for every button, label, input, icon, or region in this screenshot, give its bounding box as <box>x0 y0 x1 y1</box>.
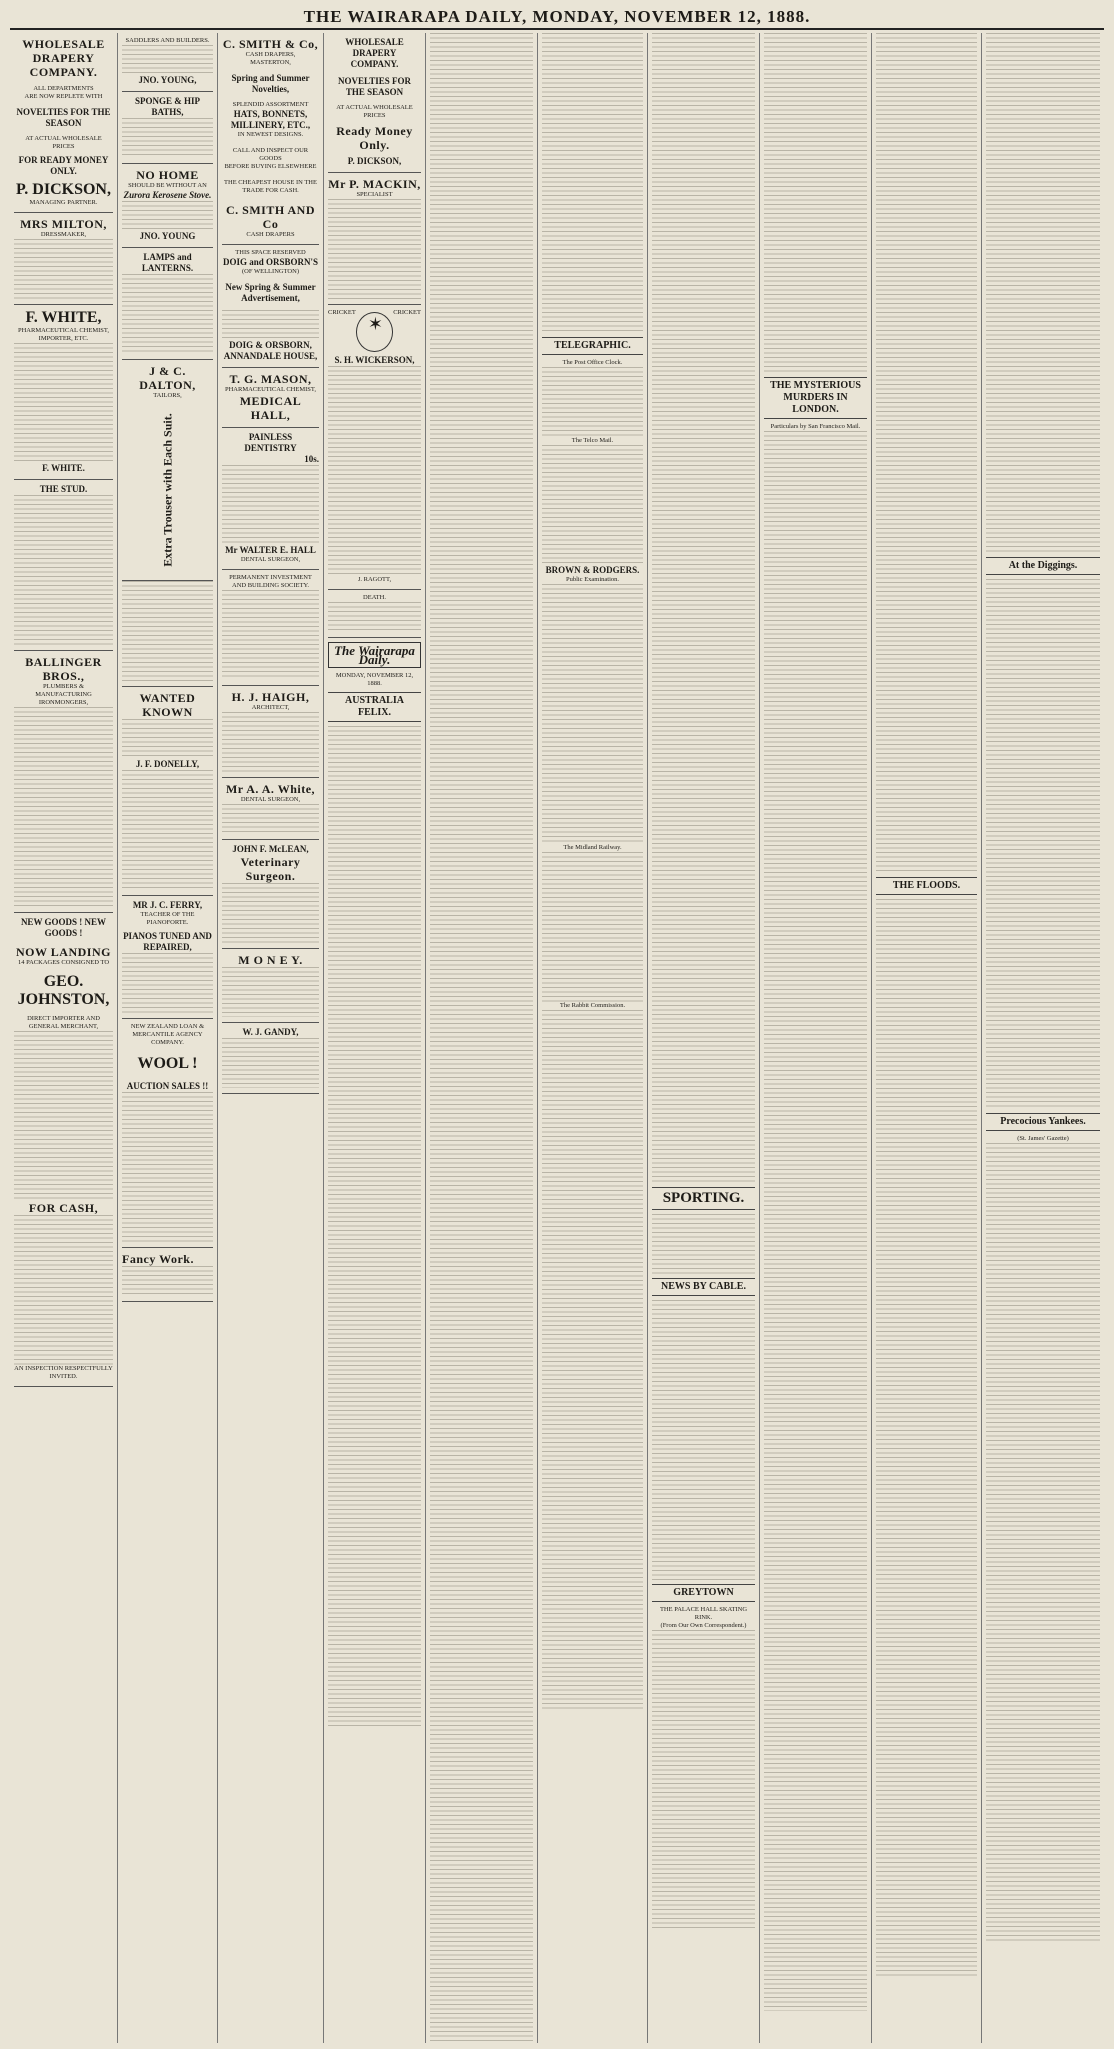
sub-heading: The Rabbit Commission. <box>559 1002 626 1009</box>
article-body <box>986 33 1100 553</box>
ad-name: S. H. WICKERSON, <box>334 355 415 365</box>
ad-line: COMPANY. <box>29 65 98 79</box>
mason-ad <box>222 368 319 428</box>
ad-name: Mr A. A. White, <box>225 782 316 796</box>
ad-line: DRAPERY <box>352 48 397 58</box>
ad-name: JNO. YOUNG <box>139 231 196 241</box>
article-body <box>542 584 643 844</box>
ad-line: NOVELTIES FOR THE SEASON <box>338 76 411 97</box>
body-text <box>122 770 213 890</box>
ad-line: DRAPERY <box>32 51 95 65</box>
ad-name: T. G. MASON, <box>229 372 312 386</box>
vertical-banner <box>122 400 213 581</box>
building-society-ad <box>222 570 319 686</box>
ad-name: JOHN F. McLEAN, <box>232 844 309 854</box>
ad-name: H. J. HAIGH, <box>231 690 310 704</box>
wdc-box-ad <box>328 33 421 173</box>
ad-role: PHARMACEUTICAL CHEMIST, <box>224 386 316 393</box>
wanted-ad <box>122 687 213 896</box>
ad-line: WHOLESALE <box>22 37 105 51</box>
body-text <box>122 45 213 75</box>
ad-line: FOR READY MONEY ONLY. <box>18 155 109 176</box>
stud-notice <box>14 480 113 651</box>
ad-name: BALLINGER BROS., <box>25 655 102 683</box>
ad-line: New Spring & Summer Advertisement, <box>225 282 316 303</box>
body-text <box>222 967 319 1017</box>
body-text <box>222 1038 319 1088</box>
article-body <box>652 1300 755 1580</box>
ad-line: WHOLESALE <box>345 37 404 47</box>
ad-role: MANAGING PARTNER. <box>29 199 98 206</box>
ad-name: Mr WALTER E. HALL <box>225 545 316 555</box>
column-8 <box>760 33 872 2043</box>
ad-line: Ready Money Only. <box>336 124 413 152</box>
body-text <box>14 343 113 463</box>
ad-name: J & C. DALTON, <box>139 364 196 392</box>
ad-line: CALL AND INSPECT OUR GOODS <box>232 147 309 162</box>
sub-heading: (From Our Own Correspondent.) <box>660 1622 747 1629</box>
ad-line: WOOL ! <box>137 1055 198 1072</box>
ad-role: ARCHITECT, <box>251 704 290 711</box>
ad-line: ANNANDALE HOUSE, <box>223 351 318 361</box>
ad-role: SPECIALIST <box>356 191 393 198</box>
body-text <box>14 1031 113 1201</box>
ad-role: CASH DRAPERS, <box>245 51 296 58</box>
white-chemist-ad <box>14 305 113 480</box>
column-5 <box>426 33 538 2043</box>
loan-agency-ad <box>122 1019 213 1248</box>
ad-role: PLUMBERS & MANUFACTURING IRONMONGERS, <box>35 683 92 706</box>
ad-line: SADDLERS AND BUILDERS. <box>125 37 210 44</box>
article-body <box>986 579 1100 1109</box>
vertical-banner-text: Extra Trouser with Each Suit. <box>160 413 174 567</box>
article-body <box>652 33 755 1183</box>
section-heading: NEWS BY CABLE. <box>652 1278 755 1296</box>
doig-ad <box>222 245 319 368</box>
column-6 <box>538 33 648 2043</box>
johnston-ad <box>14 913 113 1387</box>
section-heading: Precocious Yankees. <box>986 1113 1100 1131</box>
ad-role: PHARMACEUTICAL CHEMIST, IMPORTER, ETC. <box>17 327 109 342</box>
article-body <box>652 1214 755 1274</box>
ad-name: F. WHITE, <box>25 309 102 326</box>
ad-line: Spring and Summer Novelties, <box>231 73 310 94</box>
cricket-ad <box>328 305 421 590</box>
paper-nameplate <box>328 642 421 668</box>
ad-line: LAMPS and LANTERNS. <box>141 252 194 273</box>
section-heading: THE FLOODS. <box>876 877 977 895</box>
ad-line: NOW LANDING <box>16 945 111 959</box>
wholesale-drapery-ad <box>14 33 113 213</box>
section-heading: TELEGRAPHIC. <box>542 337 643 355</box>
ad-line: PAINLESS DENTISTRY <box>244 432 297 453</box>
ad-line: 14 PACKAGES CONSIGNED TO <box>17 959 110 966</box>
ad-location: MASTERTON, <box>250 59 291 66</box>
article-body <box>542 33 643 333</box>
sub-heading: The Post Office Clock. <box>562 359 623 366</box>
body-text <box>222 465 319 545</box>
ad-line: WANTED KNOWN <box>139 691 196 719</box>
body-text <box>14 707 113 907</box>
ad-line: AT ACTUAL WHOLESALE PRICES <box>25 135 102 150</box>
mackin-ad <box>328 173 421 305</box>
ad-line: THIS SPACE RESERVED <box>235 249 306 256</box>
body-text <box>122 1266 213 1296</box>
ad-line: ALL DEPARTMENTS <box>33 85 94 92</box>
article-body <box>876 33 977 873</box>
gandy-ad <box>222 1023 319 1094</box>
ad-line: NOVELTIES FOR THE SEASON <box>16 107 111 128</box>
ad-name: J. F. DONELLY, <box>135 759 200 769</box>
sub-heading: BROWN & RODGERS. <box>545 565 640 575</box>
ad-name: P. DICKSON, <box>347 156 402 166</box>
milton-ad <box>14 213 113 305</box>
body-text <box>222 883 319 943</box>
ad-line: AUCTION SALES !! <box>126 1081 209 1091</box>
article-body <box>542 367 643 437</box>
article-heading: AUSTRALIA FELIX. <box>328 692 421 722</box>
lamps-ad <box>122 248 213 360</box>
dentistry-ad <box>222 428 319 570</box>
ad-line: PERMANENT INVESTMENT AND BUILDING SOCIETY. <box>229 574 312 589</box>
article-body <box>764 33 867 373</box>
ad-line: MEDICAL HALL, <box>239 394 302 422</box>
ad-name: GEO. JOHNSTON, <box>17 973 110 1008</box>
article-body <box>764 431 867 2011</box>
sub-heading: The Midland Railway. <box>563 844 622 851</box>
ad-role: DIRECT IMPORTER AND GENERAL MERCHANT, <box>27 1015 100 1030</box>
ad-line: CRICKET <box>328 309 356 316</box>
ad-line: COMPANY. <box>350 59 399 69</box>
death-notice <box>328 590 421 638</box>
ballinger-ad <box>14 651 113 913</box>
cricket-row <box>328 309 421 355</box>
ad-line: M O N E Y. <box>238 953 303 967</box>
ad-name: DOIG and ORSBORN'S <box>222 257 319 267</box>
column-10 <box>982 33 1104 2043</box>
stove-ad <box>122 164 213 248</box>
section-heading: THE STUD. <box>39 484 88 494</box>
ad-line: NEW ZEALAND LOAN & MERCANTILE AGENCY COMPANY. <box>130 1023 205 1046</box>
ad-role: DENTAL SURGEON, <box>240 556 301 563</box>
article-body <box>430 33 533 2043</box>
body-text <box>122 274 213 354</box>
body-text <box>328 366 421 576</box>
section-heading: SPORTING. <box>652 1187 755 1210</box>
article-body <box>652 1630 755 1930</box>
ad-line: Zurora Kerosene Stove. <box>123 190 212 200</box>
ad-price: 10s. <box>304 454 319 464</box>
body-text <box>122 953 213 1013</box>
ad-role: CASH DRAPERS <box>246 231 295 238</box>
sub-heading: The Telco Mail. <box>571 437 614 444</box>
ad-line: PIANOS TUNED AND REPAIRED, <box>123 931 212 952</box>
ad-line: IN NEWEST DESIGNS. <box>237 131 304 138</box>
sponge-ad <box>122 92 213 164</box>
ad-role: DENTAL SURGEON, <box>240 796 301 803</box>
ad-name: C. SMITH & Co, <box>222 37 319 51</box>
column-7 <box>648 33 760 2043</box>
article-body <box>328 726 421 1726</box>
money-ad <box>222 949 319 1023</box>
ad-name: JNO. YOUNG, <box>138 75 197 85</box>
article-body <box>542 852 643 1002</box>
section-heading: DEATH. <box>363 594 386 601</box>
sub-heading: (St. James' Gazette) <box>1017 1135 1069 1142</box>
column-1 <box>10 33 118 2043</box>
body-text <box>14 1215 113 1365</box>
ad-name: MR J. C. FERRY, <box>132 900 203 910</box>
ad-role: TAILORS, <box>153 392 182 399</box>
ad-signature: F. WHITE. <box>42 463 85 473</box>
column-3 <box>218 33 324 2043</box>
haigh-ad <box>222 686 319 778</box>
ad-line: SPLENDID ASSORTMENT <box>232 101 309 108</box>
article-body <box>542 445 643 565</box>
ad-name: C. SMITH AND Co <box>225 203 315 231</box>
body-text <box>328 199 421 299</box>
body-text <box>222 712 319 772</box>
body-text <box>122 719 213 759</box>
section-heading: GREYTOWN <box>652 1584 755 1602</box>
ferry-ad <box>122 896 213 1019</box>
sub-heading: Particulars by San Francisco Mail. <box>770 423 861 430</box>
article-body <box>986 1143 1100 1943</box>
ad-role: DRESSMAKER, <box>40 231 87 238</box>
article-body <box>542 1010 643 1710</box>
masthead <box>10 6 1104 30</box>
sub-heading: Public Examination. <box>565 576 620 583</box>
ad-role: TEACHER OF THE PIANOFORTE. <box>140 911 195 926</box>
fancy-work-ad <box>122 1248 213 1302</box>
nameplate-text: The Wairarapa Daily. <box>334 643 415 667</box>
ad-name: W. J. GANDY, <box>242 1027 299 1037</box>
ad-line: NO HOME <box>136 168 199 182</box>
body-text <box>122 118 213 158</box>
ad-line: AN INSPECTION RESPECTFULLY INVITED. <box>14 1365 113 1380</box>
ad-line: AT ACTUAL WHOLESALE PRICES <box>336 104 413 119</box>
ad-role: Veterinary Surgeon. <box>240 855 301 883</box>
body-text <box>222 804 319 834</box>
white-dental-ad <box>222 778 319 840</box>
article-body <box>876 899 977 1979</box>
body-text <box>122 201 213 231</box>
ad-line: BEFORE BUYING ELSEWHERE <box>224 163 317 170</box>
ad-line: (OF WELLINGTON) <box>242 268 299 275</box>
section-heading: At the Diggings. <box>986 557 1100 575</box>
dalton-ad <box>122 360 213 687</box>
ad-name: P. DICKSON, <box>16 181 111 198</box>
body-text <box>14 495 113 645</box>
body-text <box>222 590 319 680</box>
pharmacy-seal-icon <box>356 312 393 352</box>
ad-name: DOIG & ORSBORN, <box>229 340 312 350</box>
ad-line: SPONGE & HIP BATHS, <box>134 96 200 117</box>
column-4 <box>324 33 426 2043</box>
ad-line: NEW GOODS ! NEW GOODS ! <box>20 917 107 938</box>
ad-signature: J. RAGOTT, <box>357 576 392 583</box>
body-text <box>14 239 113 299</box>
columns <box>10 33 1104 2043</box>
ad-line: HATS, BONNETS, MILLINERY, ETC., <box>230 109 311 130</box>
ad-line: THE CHEAPEST HOUSE IN THE TRADE FOR CASH. <box>224 179 317 194</box>
body-text <box>328 602 421 632</box>
issue-date: MONDAY, NOVEMBER 12, 1888. <box>335 672 414 687</box>
body-text <box>122 1092 213 1242</box>
smith-ad <box>222 33 319 245</box>
ad-name: Mr P. MACKIN, <box>328 177 421 191</box>
ad-line: SHOULD BE WITHOUT AN <box>128 182 207 189</box>
ad-line: CRICKET <box>393 309 421 316</box>
body-text <box>222 310 319 340</box>
column-2 <box>118 33 218 2043</box>
section-heading: THE MYSTERIOUS MURDERS IN LONDON. <box>764 377 867 419</box>
sub-heading: THE PALACE HALL SKATING RINK. <box>659 1606 748 1621</box>
masthead-title: THE WAIRARAPA DAILY, MONDAY, NOVEMBER 12, 1888. <box>303 7 811 26</box>
column-9 <box>872 33 982 2043</box>
price-list <box>122 581 213 681</box>
young-ad <box>122 33 213 92</box>
ad-name: MRS MILTON, <box>20 217 107 231</box>
ad-line: Fancy Work. <box>122 1252 194 1266</box>
ad-line: FOR CASH, <box>28 1201 99 1215</box>
vet-ad <box>222 840 319 949</box>
ad-line: ARE NOW REPLETE WITH <box>24 93 103 100</box>
